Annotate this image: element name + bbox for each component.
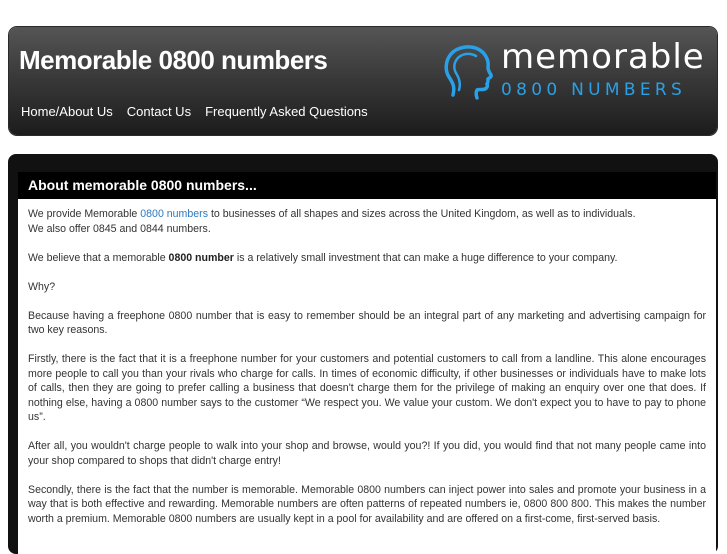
paragraph-intro — [28, 207, 706, 236]
link-0800-numbers[interactable]: 0800 numbers — [140, 208, 208, 220]
paragraph-firstly: Firstly, there is the fact that it is a freephone number for your customers and potential customers to call from a landline. This alone encourages more people to call you than your rivals who charge for calls. In times of economic difficulty, if other businesses or individuals have to make lots of calls, then they are going to prefer calling a business that doesn't charge them for the privilege of making an enquiry over one that does. If nothing else, having a 0800 number says to the customer “We respect you. We value your custom. We don't expect you to have to pay to phone us”. — [28, 353, 706, 423]
main-nav — [21, 104, 382, 119]
bold-term: 0800 number — [168, 251, 234, 264]
text-span: We provide Memorable — [28, 208, 141, 220]
site-title[interactable]: Memorable 0800 numbers — [19, 45, 328, 75]
text-span: to businesses of all shapes and sizes across the United Kingdom, as well as to individuals. — [208, 208, 636, 220]
site-header — [9, 27, 717, 135]
content-inner — [18, 172, 716, 554]
logo-wordmark: memorable — [501, 37, 705, 77]
text-span: is a relatively small investment that can make a huge difference to your company. — [233, 251, 618, 264]
paragraph-after-all: After all, you wouldn't charge people to walk into your shop and browse, would you?! If you did, you would find that not many people came into your shop compared to shops that didn't charge entry! — [28, 440, 706, 467]
nav-faq[interactable]: Frequently Asked Questions — [205, 104, 368, 119]
paragraph-investment — [28, 251, 706, 266]
paragraph-secondly: Secondly, there is the fact that the number is memorable. Memorable 0800 numbers can inject power into sales and promote your business in a way that is both effective and rewarding. Memorable numbers are often patterns of repeated numbers ie, 0800 800 800. This makes the number worth a premium. Memorable 0800 numbers are usually kept in a pool for availability and are offered on a first-come, first-served basis. — [28, 483, 706, 525]
site-logo[interactable] — [443, 37, 705, 103]
article-body — [18, 199, 716, 554]
nav-contact[interactable]: Contact Us — [126, 104, 192, 119]
paragraph-reasons: Because having a freephone 0800 number that is easy to remember should be an integral part of any marketing and advertising campaign for two key reasons. — [28, 309, 706, 336]
content-panel — [8, 154, 718, 554]
text-span: We also offer 0845 and 0844 numbers. — [28, 222, 211, 235]
nav-home-about[interactable]: Home/About Us — [21, 104, 113, 119]
logo-subtitle: 0800 NUMBERS — [501, 80, 687, 100]
text-span: We believe that a memorable — [28, 251, 169, 264]
head-silhouette-icon — [443, 43, 493, 101]
paragraph-why: Why? — [28, 280, 56, 293]
content-heading: About memorable 0800 numbers... — [18, 172, 716, 199]
